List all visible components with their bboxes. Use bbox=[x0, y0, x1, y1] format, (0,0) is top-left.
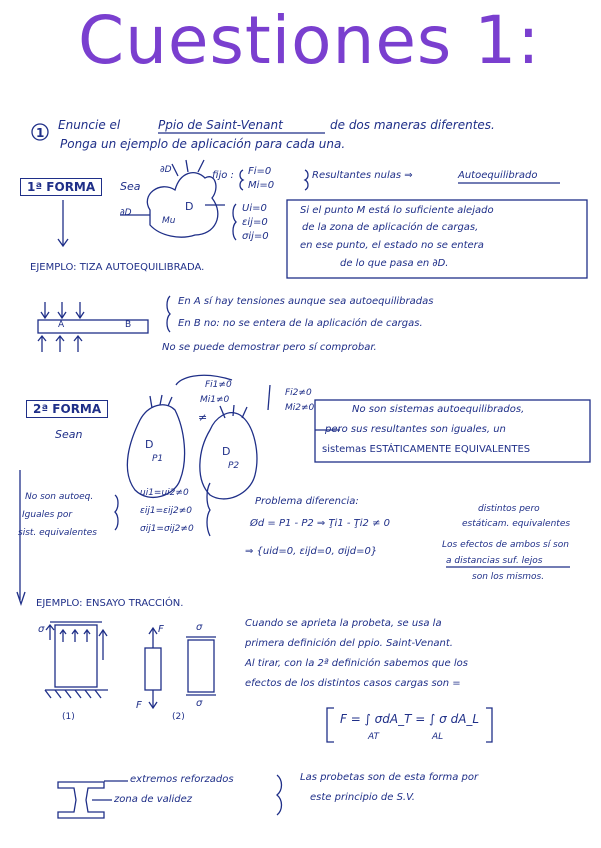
form1-ap-label-left: ∂D bbox=[120, 208, 132, 218]
form1-box-line-2: de la zona de aplicación de cargas, bbox=[302, 222, 479, 233]
form2-result-note-3: son los mismos. bbox=[472, 572, 545, 582]
form2-box-line-3: sistemas ESTÁTICAMENTE EQUIVALENTES bbox=[322, 444, 531, 455]
tensile-line-4: efectos de los distintos casos cargas son = bbox=[245, 678, 461, 689]
tensile-line-1: Cuando se aprieta la probeta, se usa la bbox=[245, 618, 442, 629]
tensile-sigma: σ bbox=[38, 624, 45, 635]
form1-example: EJEMPLO: TIZA AUTOEQUILIBRADA. bbox=[30, 262, 205, 273]
chalk-point-b: B bbox=[125, 320, 132, 330]
form2-diff-note-2: estáticam. equivalentes bbox=[462, 519, 571, 529]
form2-mid-eq-1: ui1=ui2≠0 bbox=[140, 488, 189, 498]
form2-body2: D bbox=[222, 445, 231, 458]
form2-neq: ≠ bbox=[198, 411, 208, 424]
body-p1-sketch bbox=[127, 405, 184, 498]
question-line2: Ponga un ejemplo de aplicación para cada una. bbox=[60, 137, 346, 151]
form2-box-line-2: pero sus resultantes son iguales, un bbox=[325, 424, 506, 435]
form2-problem: Problema diferencia: bbox=[255, 496, 359, 507]
form2-body1-sub: P1 bbox=[152, 454, 164, 464]
question-line1-b: Ppio de Saint-Venant bbox=[158, 118, 283, 132]
form2-mid-eq-2: εij1=εij2≠0 bbox=[140, 506, 192, 516]
form1-box-line-4: de lo que pasa en ∂D. bbox=[340, 258, 449, 269]
form1-sea: Sea bbox=[120, 180, 141, 193]
form2-body2-sub: P2 bbox=[228, 461, 240, 471]
page-title: Cuestiones 1: bbox=[78, 2, 541, 79]
ibeam-text-1: Las probetas son de esta forma por bbox=[300, 772, 479, 783]
form2-mid-eq-3: σij1=σij2≠0 bbox=[140, 524, 194, 534]
question-number: 1 bbox=[36, 126, 45, 140]
form1-mu-label: Mu bbox=[162, 216, 176, 226]
form2-left-note-2: Iguales por bbox=[22, 510, 73, 520]
form2-result-note-2: a distancias suf. lejos bbox=[446, 556, 543, 566]
form2-result-eq: ⇒ {uid=0, εijd=0, σijd=0} bbox=[245, 546, 378, 557]
form2-box-line-1: No son sistemas autoequilibrados, bbox=[352, 404, 525, 415]
form1-resultants: Resultantes nulas ⇒ bbox=[312, 170, 413, 181]
ibeam-text-2: este principio de S.V. bbox=[310, 792, 415, 803]
form1-fixed-eq-1: Fi=0 bbox=[248, 166, 272, 177]
form2-left-note-1: No son autoeq. bbox=[25, 492, 94, 502]
form1-uvw-1: Ui=0 bbox=[242, 203, 267, 214]
tensile-formula-sub2: AL bbox=[432, 732, 444, 742]
specimen-1-rect bbox=[55, 625, 97, 687]
ibeam-label-1: extremos reforzados bbox=[130, 774, 234, 785]
form2-diff-eq: Ød = P1 - P2 ⇒ Ţi1 - Ţi2 ≠ 0 bbox=[250, 518, 391, 529]
form2-top-1: Fi1≠0 bbox=[205, 380, 232, 390]
question-line1-c: de dos maneras diferentes. bbox=[330, 118, 495, 132]
form1-uvw-3: σij=0 bbox=[242, 231, 269, 242]
specimen-2-rect bbox=[145, 648, 161, 690]
form2-label: 2ª FORMA bbox=[26, 400, 108, 418]
form1-box-line-1: Si el punto M está lo suficiente alejado bbox=[300, 205, 494, 216]
tensile-formula-sub1: AT bbox=[368, 732, 379, 742]
tensile-f: F bbox=[158, 624, 164, 635]
tensile-sigma-top: σ bbox=[196, 622, 203, 633]
tensile-fig1: (1) bbox=[62, 712, 75, 722]
tensile-line-2: primera definición del ppio. Saint-Venant. bbox=[245, 638, 453, 649]
tensile-line-3: Al tirar, con la 2ª definición sabemos que los bbox=[245, 658, 468, 669]
form1-fixed-label: fijo : bbox=[212, 170, 234, 181]
chalk-line-1: En A sí hay tensiones aunque sea autoequilibradas bbox=[178, 296, 434, 307]
form2-sean: Sean bbox=[55, 428, 83, 441]
chalk-line-3: No se puede demostrar pero sí comprobar. bbox=[162, 342, 377, 353]
tensile-fig2: (2) bbox=[172, 712, 185, 722]
tensile-sigma-bottom: σ bbox=[196, 698, 203, 709]
form2-diff-note-1: distintos pero bbox=[478, 504, 540, 514]
question-line1-a: Enuncie el bbox=[58, 118, 121, 132]
tensile-example: EJEMPLO: ENSAYO TRACCIÓN. bbox=[36, 598, 184, 609]
form2-top-4: Mi2≠0 bbox=[285, 403, 315, 413]
ibeam-label-2: zona de validez bbox=[114, 794, 193, 805]
form1-label: 1ª FORMA bbox=[20, 178, 102, 196]
form2-top-2: Mi1≠0 bbox=[200, 395, 230, 405]
form2-left-note-3: sist. equivalentes bbox=[18, 528, 97, 538]
tensile-formula: F = ∫ σdA_T = ∫ σ dA_L bbox=[340, 712, 480, 726]
form1-box-line-3: en ese punto, el estado no se entera bbox=[300, 240, 484, 251]
form2-body1: D bbox=[145, 438, 154, 451]
form2-result-note-1: Los efectos de ambos sí son bbox=[442, 540, 569, 550]
form1-solid-label: D bbox=[185, 200, 194, 213]
form1-fixed-eq-2: Mi=0 bbox=[248, 180, 275, 191]
chalk-point-a: A bbox=[58, 320, 65, 330]
chalk-line-2: En B no: no se entera de la aplicación de cargas. bbox=[178, 318, 423, 329]
tensile-f-bottom: F bbox=[136, 700, 142, 711]
form2-top-3: Fi2≠0 bbox=[285, 388, 312, 398]
form1-auto: Autoequilibrado bbox=[458, 170, 538, 181]
form1-ap-label: ∂D bbox=[160, 165, 172, 175]
form1-uvw-2: εij=0 bbox=[242, 217, 268, 228]
specimen-3-rect bbox=[188, 640, 214, 692]
